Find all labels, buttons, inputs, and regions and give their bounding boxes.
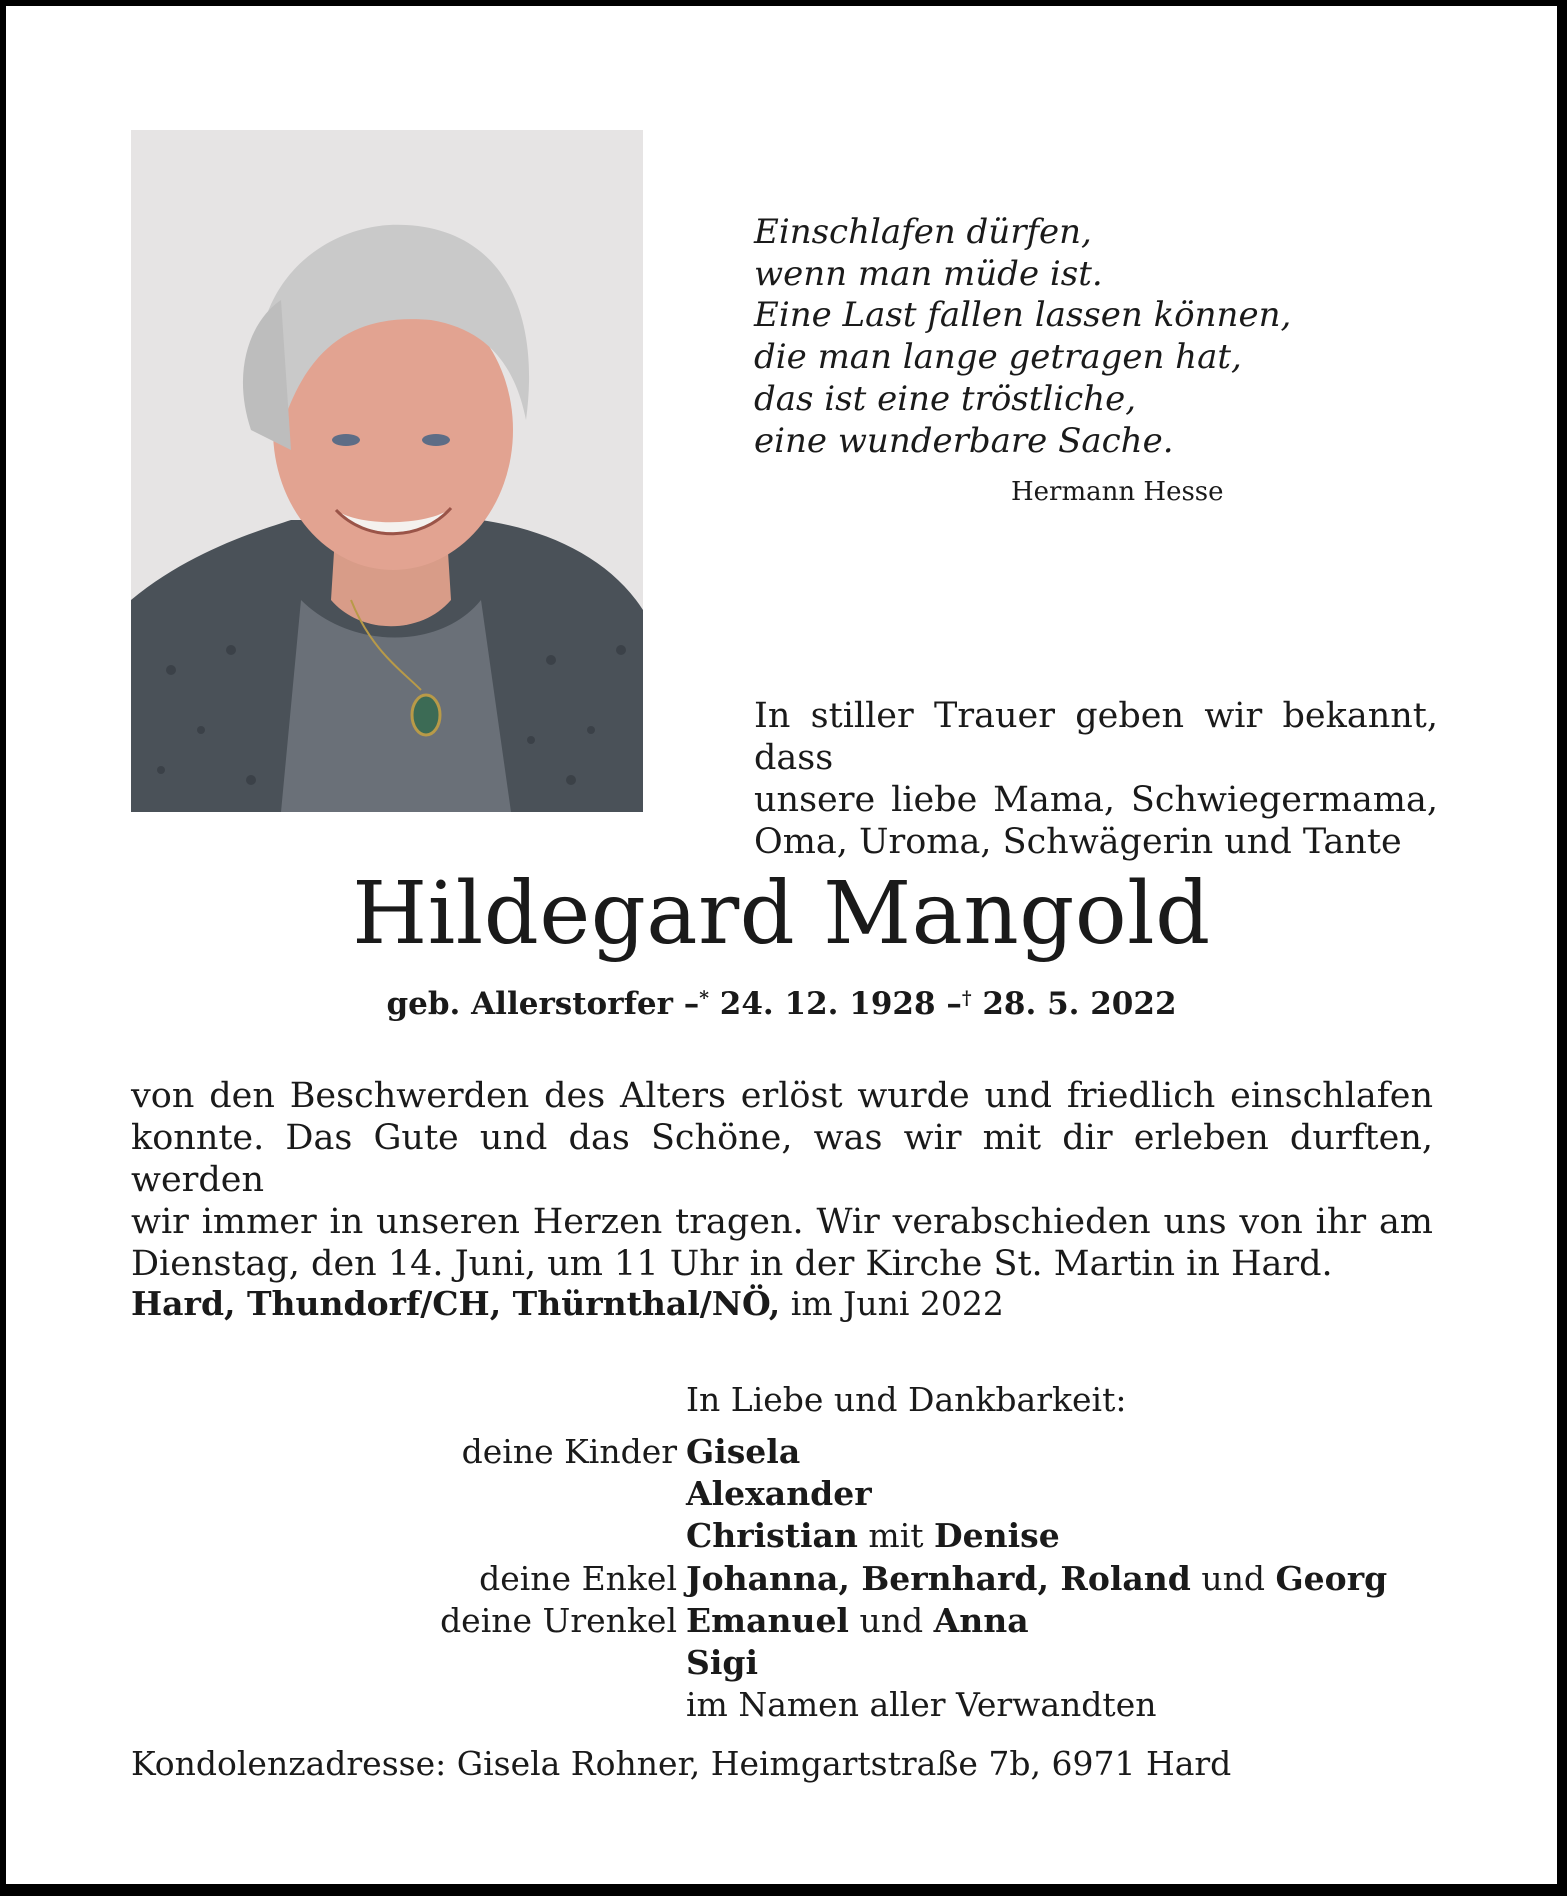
other-relative [686,1642,758,1684]
children-label: deine Kinder [461,1432,677,1471]
child-name: Christian [686,1516,858,1555]
child-name [686,1431,800,1473]
poem-line: wenn man müde ist. [754,253,1103,294]
date: im Juni 2022 [790,1284,1004,1323]
intro-text [754,695,1438,863]
birth-symbol: * [699,987,709,1009]
death-symbol: † [961,987,972,1009]
intro-line: Oma, Uroma, Schwägerin und Tante [754,822,1402,862]
und-text: und [1201,1559,1265,1598]
greatgrandchild-name: Anna [933,1601,1029,1640]
body-text [131,1075,1433,1285]
greatgrandchildren-names [686,1600,1029,1642]
body-line: Dienstag, den 14. Juni, um 11 Uhr in der Kirche St. Martin in Hard. [131,1244,1333,1284]
condolence-address: Kondolenzadresse: Gisela Rohner, Heimgartstraße 7b, 6971 Hard [131,1744,1232,1783]
grandchildren-names [686,1558,1387,1600]
partner-name: Denise [934,1516,1060,1555]
places: Hard, Thundorf/CH, Thürnthal/NÖ, [131,1284,781,1323]
life-dates [6,986,1557,1022]
grandchildren-label: deine Enkel [479,1559,677,1598]
grandchild-last: Georg [1275,1559,1388,1598]
child-name: Gisela [686,1432,801,1471]
und-text: und [859,1601,924,1640]
relative-name: Sigi [686,1643,758,1682]
family-closing: im Namen aller Verwandten [686,1685,1157,1724]
poem-line: die man lange getragen hat, [754,337,1242,378]
greatgrandchild-name: Emanuel [686,1601,849,1640]
child-with-partner [686,1515,1060,1557]
death-date: 28. 5. 2022 [982,986,1177,1022]
portrait-illustration [131,130,643,812]
birth-name: geb. Allerstorfer [386,986,673,1022]
family-heading: In Liebe und Dankbarkeit: [686,1380,1127,1419]
child-name [686,1473,872,1515]
mit-text: mit [868,1516,924,1555]
poem-line: Einschlafen dürfen, [754,212,1092,252]
birth-date: 24. 12. 1928 [719,986,936,1022]
body-line: konnte. Das Gute und das Schöne, was wir mit dir erleben durften, werden [131,1118,1433,1200]
body-line: wir immer in unseren Herzen tragen. Wir verabschieden uns von ihr am [131,1202,1433,1242]
greatgrandchildren-label: deine Urenkel [440,1601,677,1640]
child-name: Alexander [686,1474,872,1513]
intro-line: In stiller Trauer geben wir bekannt, dass [754,696,1438,778]
poem-author: Hermann Hesse [1011,477,1224,507]
separator: – [946,986,962,1022]
poem-line: Eine Last fallen lassen können, [754,295,1292,336]
body-line: von den Beschwerden des Alters erlöst wurde und friedlich einschlafen [131,1076,1433,1116]
poem [754,212,1291,462]
poem-line: das ist eine tröstliche, [754,378,1137,419]
separator: – [683,986,700,1022]
intro-line: unsere liebe Mama, Schwiegermama, [754,780,1438,820]
deceased-name: Hildegard Mangold [352,864,1211,964]
grandchildren-list: Johanna, Bernhard, Roland [686,1559,1191,1598]
obituary-page [6,6,1557,1884]
portrait-photo [131,130,643,812]
place-date [131,1284,1004,1323]
poem-line: eine wunderbare Sache. [754,420,1174,461]
